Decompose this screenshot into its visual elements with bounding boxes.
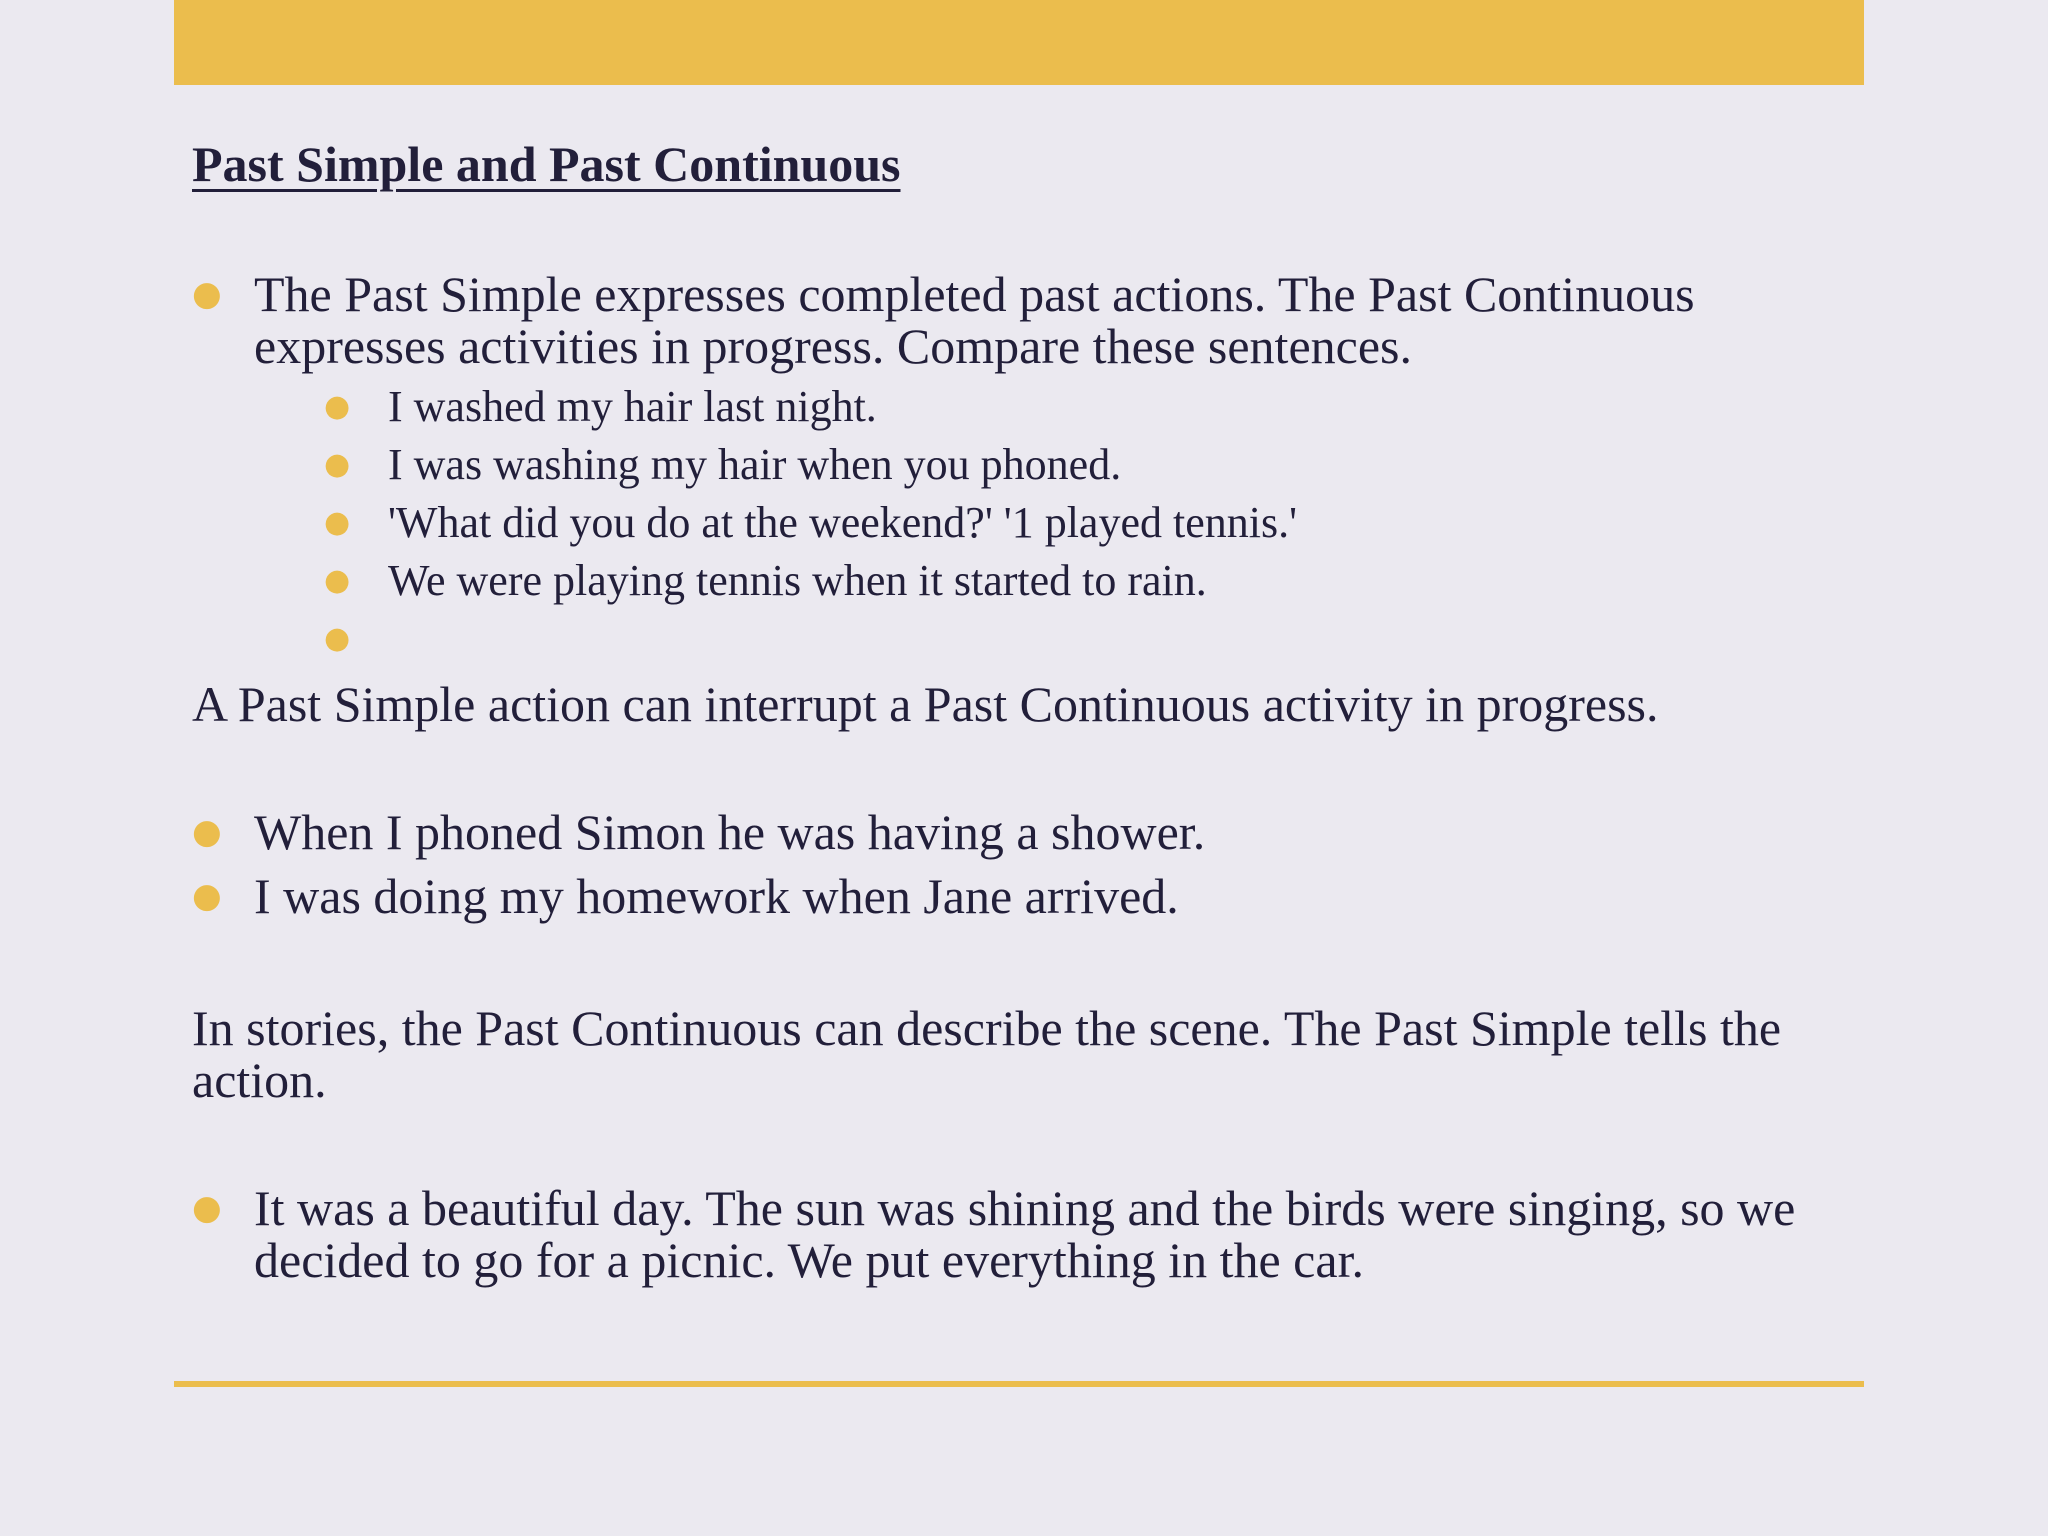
bullet-icon: ●	[324, 563, 351, 598]
slide-title: Past Simple and Past Continuous	[192, 136, 901, 192]
example-item-empty	[254, 610, 1852, 668]
example-text: I was washing my hair when you phoned.	[388, 440, 1122, 489]
example-text: I washed my hair last night.	[388, 382, 877, 431]
section-3-text: It was a beautiful day. The sun was shining and the birds were singing, so we decided to go for a picnic. We put everything in the car.	[254, 1180, 1796, 1288]
bullet-icon: ●	[324, 447, 351, 482]
paragraph-interrupt: A Past Simple action can interrupt a Past Continuous activity in progress.	[192, 676, 1659, 732]
section-2-item	[192, 870, 1852, 922]
example-item	[254, 552, 1852, 610]
bullet-icon: ●	[192, 274, 222, 314]
section-3-list	[192, 1182, 1852, 1286]
section-2-text: When I phoned Simon he was having a shower.	[254, 804, 1206, 860]
example-item	[254, 378, 1852, 436]
bullet-icon: ●	[192, 876, 222, 916]
examples-list	[254, 378, 1852, 668]
section-1-list	[192, 268, 1852, 668]
bottom-accent-rule	[174, 1381, 1864, 1387]
section-3-item	[192, 1182, 1852, 1286]
example-item	[254, 436, 1852, 494]
section-2-list	[192, 806, 1852, 922]
section-1-item	[192, 268, 1852, 668]
top-accent-bar	[174, 0, 1864, 85]
section-1-text: The Past Simple expresses completed past actions. The Past Continuous expresses activities in progress. Compare these sentences.	[254, 266, 1695, 374]
section-2-item	[192, 806, 1852, 858]
paragraph-stories: In stories, the Past Continuous can describe the scene. The Past Simple tells the action.	[192, 1000, 1782, 1108]
bullet-icon: ●	[324, 621, 351, 656]
bullet-icon: ●	[192, 1188, 222, 1228]
bullet-icon: ●	[324, 389, 351, 424]
example-text: We were playing tennis when it started to rain.	[388, 556, 1207, 605]
example-text: 'What did you do at the weekend?' '1 played tennis.'	[388, 498, 1298, 547]
example-item	[254, 494, 1852, 552]
section-2-text: I was doing my homework when Jane arrived.	[254, 868, 1179, 924]
bullet-icon: ●	[192, 812, 222, 852]
bullet-icon: ●	[324, 505, 351, 540]
